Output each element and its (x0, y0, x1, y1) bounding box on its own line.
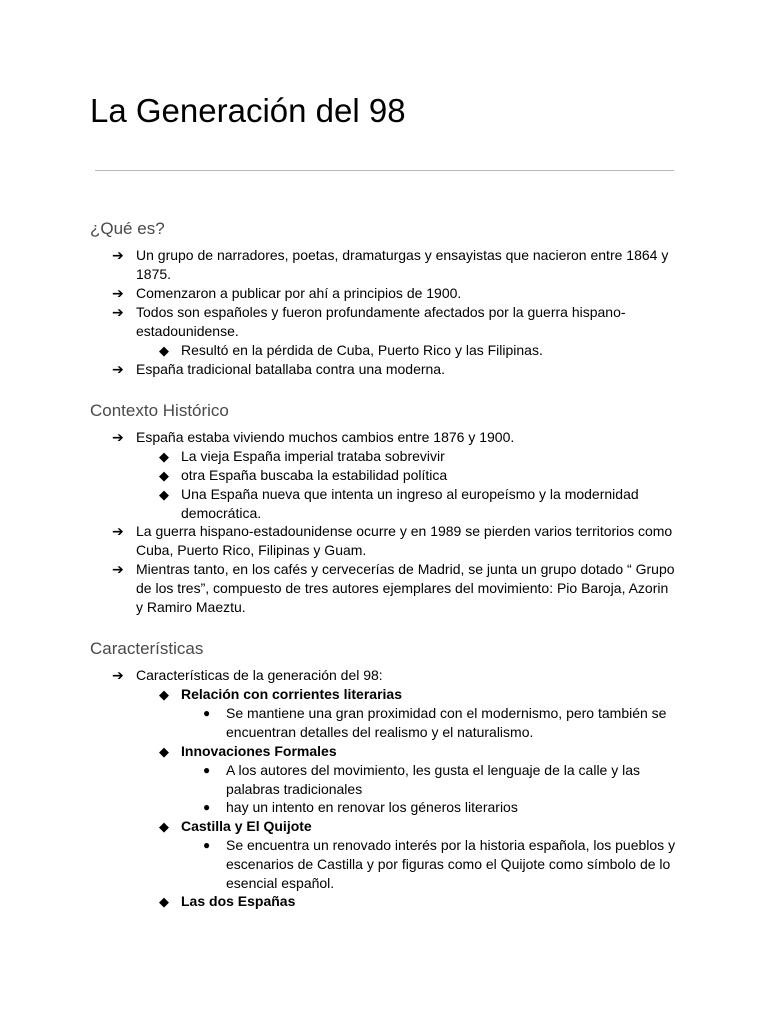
list-item-text: Castilla y El Quijote (181, 818, 312, 834)
list-item (112, 666, 676, 685)
arrow-icon: ➔ (112, 523, 124, 539)
arrow-icon: ➔ (112, 667, 124, 683)
list-item-text: Comenzaron a publicar por ahí a principios de 1900. (136, 285, 462, 301)
list-item-text: La guerra hispano-estadounidense ocurre y en 1989 se pierden varios territorios como Cuba, Puerto Rico, Filipinas y Guam. (136, 523, 673, 558)
list-item (159, 817, 676, 836)
document-title: La Generación del 98 (90, 92, 406, 129)
arrow-icon: ➔ (112, 361, 124, 377)
list-item-text: Se mantiene una gran proximidad con el modernismo, pero también se encuentran detalles del realismo y el naturalismo. (226, 705, 667, 740)
list-item (112, 360, 676, 379)
list-item (112, 560, 676, 617)
list-item (203, 836, 676, 893)
diamond-bullet-icon: ◆ (159, 687, 169, 702)
list-item-text: Todos son españoles y fueron profundamente afectados por la guerra hispano-estadounidense. (136, 304, 626, 339)
round-bullet-icon: ● (203, 838, 211, 852)
list-item-text: otra España buscaba la estabilidad política (181, 467, 448, 483)
section-heading-caracteristicas: Características (90, 639, 204, 658)
list-item (159, 447, 676, 466)
arrow-icon: ➔ (112, 304, 124, 320)
list-item-text: Características de la generación del 98: (136, 667, 383, 683)
diamond-bullet-icon: ◆ (159, 744, 169, 759)
list-item-text: hay un intento en renovar los géneros literarios (226, 799, 518, 815)
list-item-text: Mientras tanto, en los cafés y cervecerías de Madrid, se junta un grupo dotado “ Grupo de los tres”, compuesto de tres autores ejemplares del movimiento: Pio Baroja, Azorin y Ramiro Maeztu. (136, 561, 675, 615)
list-item-text: España tradicional batallaba contra una moderna. (136, 361, 445, 377)
list-item-text: La vieja España imperial trataba sobrevivir (181, 448, 445, 464)
diamond-bullet-icon: ◆ (159, 487, 169, 502)
diamond-bullet-icon: ◆ (159, 894, 169, 909)
list-item (159, 466, 676, 485)
list-item-text: A los autores del movimiento, les gusta el lenguaje de la calle y las palabras tradicionales (226, 762, 641, 797)
section-heading-que-es: ¿Qué es? (90, 219, 165, 238)
list-item-text: Las dos Españas (181, 893, 296, 909)
list-item-text: Una España nueva que intenta un ingreso al europeísmo y la modernidad democrática. (181, 486, 639, 521)
list-item (112, 522, 676, 560)
list-item (203, 798, 676, 817)
list-item (203, 704, 676, 742)
list-item (159, 742, 676, 761)
list-item (159, 685, 676, 704)
list-item (159, 485, 676, 523)
list-item-text: Se encuentra un renovado interés por la historia española, los pueblos y escenarios de Castilla y por figuras como el Quijote como símbolo de lo esencial español. (226, 837, 676, 891)
round-bullet-icon: ● (203, 706, 211, 720)
list-item-text: Resultó en la pérdida de Cuba, Puerto Rico y las Filipinas. (181, 342, 543, 358)
list-item (159, 341, 676, 360)
list-item-text: Relación con corrientes literarias (181, 686, 402, 702)
list-item (112, 303, 676, 341)
list-item (112, 284, 676, 303)
list-item (112, 246, 676, 284)
list-item (159, 892, 676, 911)
arrow-icon: ➔ (112, 247, 124, 263)
horizontal-rule (95, 170, 674, 171)
round-bullet-icon: ● (203, 763, 211, 777)
list-item-text: Un grupo de narradores, poetas, dramaturgas y ensayistas que nacieron entre 1864 y 1875. (136, 247, 669, 282)
list-item-text: Innovaciones Formales (181, 743, 337, 759)
diamond-bullet-icon: ◆ (159, 449, 169, 464)
arrow-icon: ➔ (112, 429, 124, 445)
arrow-icon: ➔ (112, 561, 124, 577)
list-item (203, 761, 676, 799)
diamond-bullet-icon: ◆ (159, 343, 169, 358)
section-heading-contexto: Contexto Histórico (90, 401, 229, 420)
diamond-bullet-icon: ◆ (159, 468, 169, 483)
list-item (112, 428, 676, 447)
round-bullet-icon: ● (203, 800, 211, 814)
list-item-text: España estaba viviendo muchos cambios entre 1876 y 1900. (136, 429, 515, 445)
arrow-icon: ➔ (112, 285, 124, 301)
diamond-bullet-icon: ◆ (159, 819, 169, 834)
